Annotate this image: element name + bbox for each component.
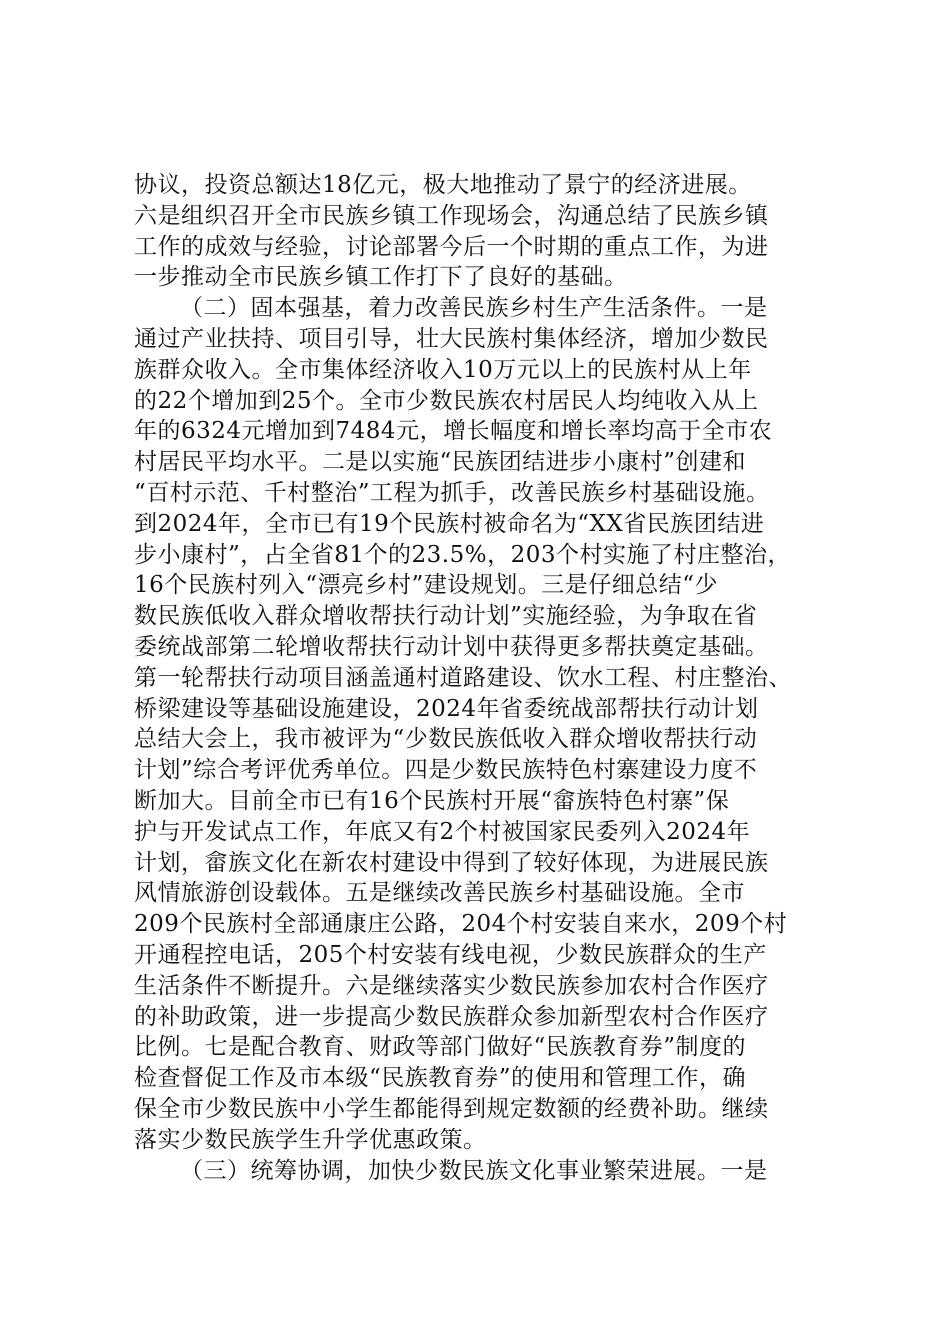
text-line: 数民族低收入群众增收帮扶行动计划”实施经验，为争取在省: [134, 603, 758, 630]
text-line: 到2024年，全市已有19个民族村被命名为“XX省民族团结进: [134, 510, 765, 537]
text-line: 保全市少数民族中小学生都能得到规定数额的经费补助。继续: [134, 1095, 769, 1122]
text-line: 总结大会上，我市被评为“少数民族低收入群众增收帮扶行动: [134, 726, 758, 753]
text-line: 委统战部第二轮增收帮扶行动计划中获得更多帮扶奠定基础。: [134, 633, 769, 660]
text-line: 族群众收入。全市集体经济收入10万元以上的民族村从上年: [134, 356, 752, 383]
text-line: 209个民族村全部通康庄公路，204个村安装自来水，209个村: [134, 911, 788, 938]
text-line: 年的6324元增加到7484元，增长幅度和增长率均高于全市农: [134, 418, 773, 445]
text-line: 落实少数民族学生升学优惠政策。: [134, 1126, 487, 1153]
text-line: “百村示范、千村整治”工程为抓手，改善民族乡村基础设施。: [134, 479, 770, 506]
text-line: 的22个增加到25个。全市少数民族农村居民人均纯收入从上: [134, 387, 759, 414]
text-line: 通过产业扶持、项目引导，壮大民族村集体经济，增加少数民: [134, 325, 769, 352]
text-line: 第一轮帮扶行动项目涵盖通村道路建设、饮水工程、村庄整治、: [134, 664, 792, 691]
paragraph-first-line: （三）统筹协调，加快少数民族文化事业繁荣进展。一是: [180, 1157, 768, 1184]
text-line: 桥梁建设等基础设施建设，2024年省委统战部帮扶行动计划: [134, 695, 759, 722]
text-line: 16个民族村列入“漂亮乡村”建设规划。三是仔细总结“少: [134, 572, 719, 599]
paragraph-first-line: （二）固本强基，着力改善民族乡村生产生活条件。一是: [180, 295, 768, 322]
text-line: 计划”综合考评优秀单位。四是少数民族特色村寨建设力度不: [134, 757, 758, 784]
text-line: 生活条件不断提升。六是继续落实少数民族参加农村合作医疗: [134, 972, 769, 999]
text-line: 开通程控电话，205个村安装有线电视，少数民族群众的生产: [134, 941, 767, 968]
text-line: 的补助政策，进一步提高少数民族群众参加新型农村合作医疗: [134, 1003, 769, 1030]
document-body: [134, 170, 834, 1186]
text-line: 一步推动全市民族乡镇工作打下了良好的基础。: [134, 264, 628, 291]
text-line: 村居民平均水平。二是以实施“民族团结进步小康村”创建和: [134, 449, 747, 476]
text-line: 工作的成效与经验，讨论部署今后一个时期的重点工作，为进: [134, 233, 769, 260]
text-line: 步小康村”，占全省81个的23.5%，203个村实施了村庄整治，: [134, 541, 791, 568]
text-line: 计划，畲族文化在新农村建设中得到了较好体现，为进展民族: [134, 849, 769, 876]
text-line: 协议，投资总额达18亿元，极大地推动了景宁的经济进展。: [134, 172, 752, 198]
text-line: 风情旅游创设载体。五是继续改善民族乡村基础设施。全市: [134, 880, 745, 907]
text-line: 比例。七是配合教育、财政等部门做好“民族教育券”制度的: [134, 1034, 747, 1061]
text-line: 检查督促工作及市本级“民族教育券”的使用和管理工作，确: [134, 1065, 747, 1092]
text-line: 护与开发试点工作，年底又有2个村被国家民委列入2024年: [134, 818, 751, 845]
text-line: 六是组织召开全市民族乡镇工作现场会，沟通总结了民族乡镇: [134, 202, 769, 229]
text-line: 断加大。目前全市已有16个民族村开展“畲族特色村寨”保: [134, 787, 730, 814]
